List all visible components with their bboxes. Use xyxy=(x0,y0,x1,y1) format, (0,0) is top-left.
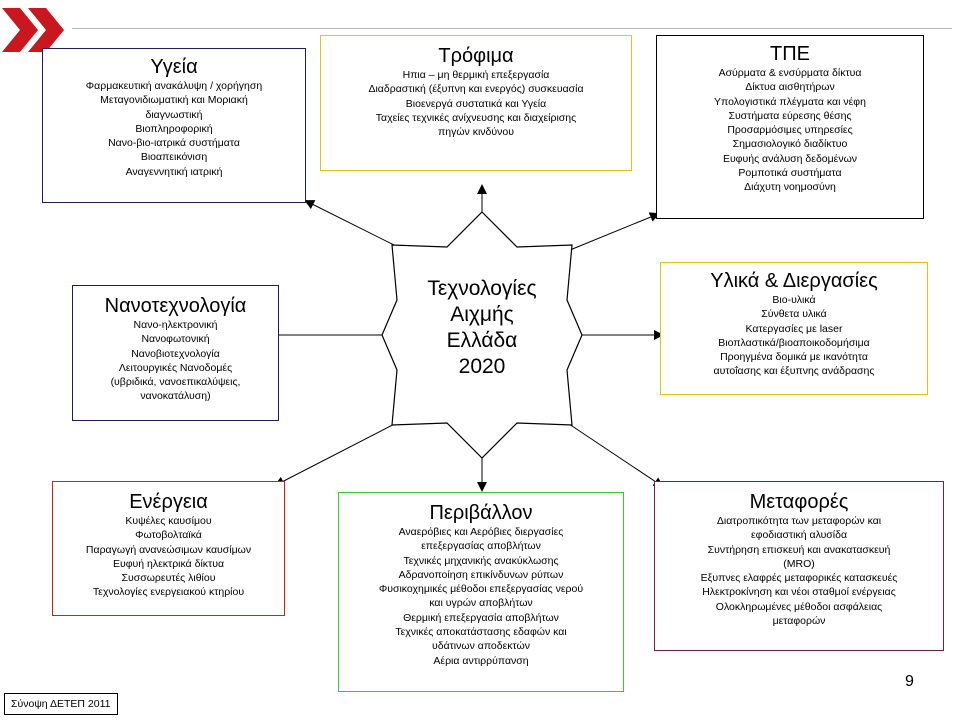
box-item: Φωτοβολταϊκά xyxy=(135,529,202,542)
box-item: Ευφυή ηλεκτρικά δίκτυα xyxy=(112,557,225,570)
source-label: Σύνοψη ΔΕΤΕΠ 2011 xyxy=(4,693,118,715)
box-title: Υλικά & Διεργασίες xyxy=(710,270,878,292)
box-item: Αναερόβιες και Αερόβιες διεργασίες xyxy=(398,526,564,538)
box-item: Βιοενεργά συστατικά και Υγεία xyxy=(405,97,547,110)
box-item: Φυσικοχημικές μέθοδοι επεξεργασίας νερού xyxy=(378,583,584,596)
arrow-to-transport xyxy=(560,418,662,486)
box-item: Μεταγονιδιωματική και Μοριακή xyxy=(100,94,248,107)
box-item: Νανο-ηλεκτρονική xyxy=(133,319,218,331)
box-item: (MRO) xyxy=(783,557,815,570)
box-environment xyxy=(338,492,624,692)
box-item: Προηγμένα δομικά με ικανότητα xyxy=(720,351,868,364)
box-item: Τεχνικές αποκατάστασης εδαφών και xyxy=(395,626,567,639)
box-item: Υπολογιστικά πλέγματα και νέφη xyxy=(714,95,866,108)
box-item: Συντήρηση επισκευή και ανακατασκευή xyxy=(707,543,891,556)
box-item: Αδρανοποίηση επικίνδυνων ρύπων xyxy=(398,568,564,581)
box-item: Ρομποτικά συστήματα xyxy=(738,167,842,180)
box-item: Νανοβιοτεχνολογία xyxy=(131,347,220,360)
box-item: Κατεργασίες με laser xyxy=(745,322,843,335)
box-item: Ηλεκτροκίνηση και νέοι σταθμοί ενέργειας xyxy=(702,586,896,599)
box-item: Συστήματα εύρεσης θέσης xyxy=(728,109,852,122)
box-title: Ενέργεια xyxy=(129,491,208,513)
box-item: Διατροπικότητα των μεταφορών και xyxy=(716,515,882,527)
box-item: (υβριδικά, νανοεπικαλύψεις, xyxy=(110,376,241,389)
box-item: πηγών κινδύνου xyxy=(438,126,514,139)
box-title: Νανοτεχνολογία xyxy=(104,295,247,317)
center-title xyxy=(382,276,582,380)
box-item: αυτοΐασης και έξυπνης ανάδρασης xyxy=(713,365,875,378)
box-item: Τεχνικές μηχανικής ανακύκλωσης xyxy=(403,554,559,567)
box-item: Ταχείες τεχνικές ανίχνευσης και διαχείρισης xyxy=(375,111,577,124)
box-item: διαγνωστική xyxy=(145,108,203,121)
box-energy xyxy=(52,481,285,616)
box-item: και υγρών αποβλήτων xyxy=(429,597,533,610)
box-item: Ασύρματα & ενσύρματα δίκτυα xyxy=(718,67,862,79)
box-item: Σημασιολογικό διαδίκτυο xyxy=(732,138,848,151)
box-item: Λειτουργικές Νανοδομές xyxy=(118,361,233,374)
center-line-4: 2020 xyxy=(458,355,506,378)
box-item: Φαρμακευτική ανακάλυψη / χορήγηση xyxy=(85,80,263,92)
center-line-3: Ελλάδα xyxy=(446,329,518,352)
box-item: υδάτινων αποδεκτών xyxy=(432,640,530,653)
arrow-to-energy xyxy=(276,417,408,485)
box-item: Προσαρμόσιμες υπηρεσίες xyxy=(727,124,853,137)
box-item: Θερμική επεξεργασία αποβλήτων xyxy=(403,611,559,624)
box-item: επεξεργασίας αποβλήτων xyxy=(421,540,541,553)
box-item: Τεχνολογίες ενεργειακού κτηρίου xyxy=(92,586,245,599)
box-item: Συσσωρευτές λιθίου xyxy=(121,572,216,585)
arrow-to-ict xyxy=(570,214,658,250)
box-item: Κυψέλες καυσίμου xyxy=(125,515,212,527)
box-item: νανοκατάλυση) xyxy=(140,390,211,403)
box-item: Σύνθετα υλικά xyxy=(761,308,827,321)
box-item: Νανο-βιο-ιατρικά συστήματα xyxy=(108,137,240,150)
box-title: ΤΠΕ xyxy=(770,43,810,65)
center-line-1: Τεχνολογίες xyxy=(427,277,537,300)
box-item: Ηπια – μη θερμική επεξεργασία xyxy=(402,69,550,81)
box-item: Βιοαπεικόνιση xyxy=(140,151,208,164)
box-item: Παραγωγή ανανεώσιμων καυσίμων xyxy=(85,543,252,556)
box-health xyxy=(42,48,306,203)
box-item: Αναγεννητική ιατρική xyxy=(125,165,223,178)
box-title: Περιβάλλον xyxy=(429,502,533,524)
box-item: Δίκτυα αισθητήρων xyxy=(745,81,835,94)
box-item: Ολοκληρωμένες μέθοδοι ασφάλειας xyxy=(715,600,883,613)
box-ict xyxy=(656,35,924,219)
box-transport xyxy=(654,481,944,651)
box-title: Υγεία xyxy=(150,56,198,78)
box-food xyxy=(320,35,632,171)
box-nanotechnology xyxy=(72,285,279,421)
box-item: Νανοφωτονική xyxy=(141,333,210,346)
box-title: Μεταφορές xyxy=(749,491,849,513)
box-item: Διαδραστική (έξυπνη και ενεργός) συσκευασία xyxy=(368,83,584,96)
box-item: εφοδιαστική αλυσίδα xyxy=(750,529,848,542)
box-item: Βιοπλαστικά/βιοαποικοδομήσιμα xyxy=(718,336,870,349)
box-item: Αέρια αντιρρύπανση xyxy=(433,654,529,667)
box-item: Εξυπνες ελαφρές μεταφορικές κατασκευές xyxy=(700,572,898,585)
box-item: μεταφορών xyxy=(772,615,826,628)
box-item: Ευφυής ανάλυση δεδομένων xyxy=(722,152,858,165)
box-item: Διάχυτη νοημοσύνη xyxy=(744,181,836,194)
center-line-2: Αιχμής xyxy=(450,303,514,326)
box-title: Τρόφιμα xyxy=(438,45,514,67)
page-number: 9 xyxy=(905,673,914,690)
box-item: Βιοπληροφορική xyxy=(135,122,213,135)
box-materials xyxy=(660,262,928,395)
box-item: Βιο-υλικά xyxy=(772,294,816,306)
